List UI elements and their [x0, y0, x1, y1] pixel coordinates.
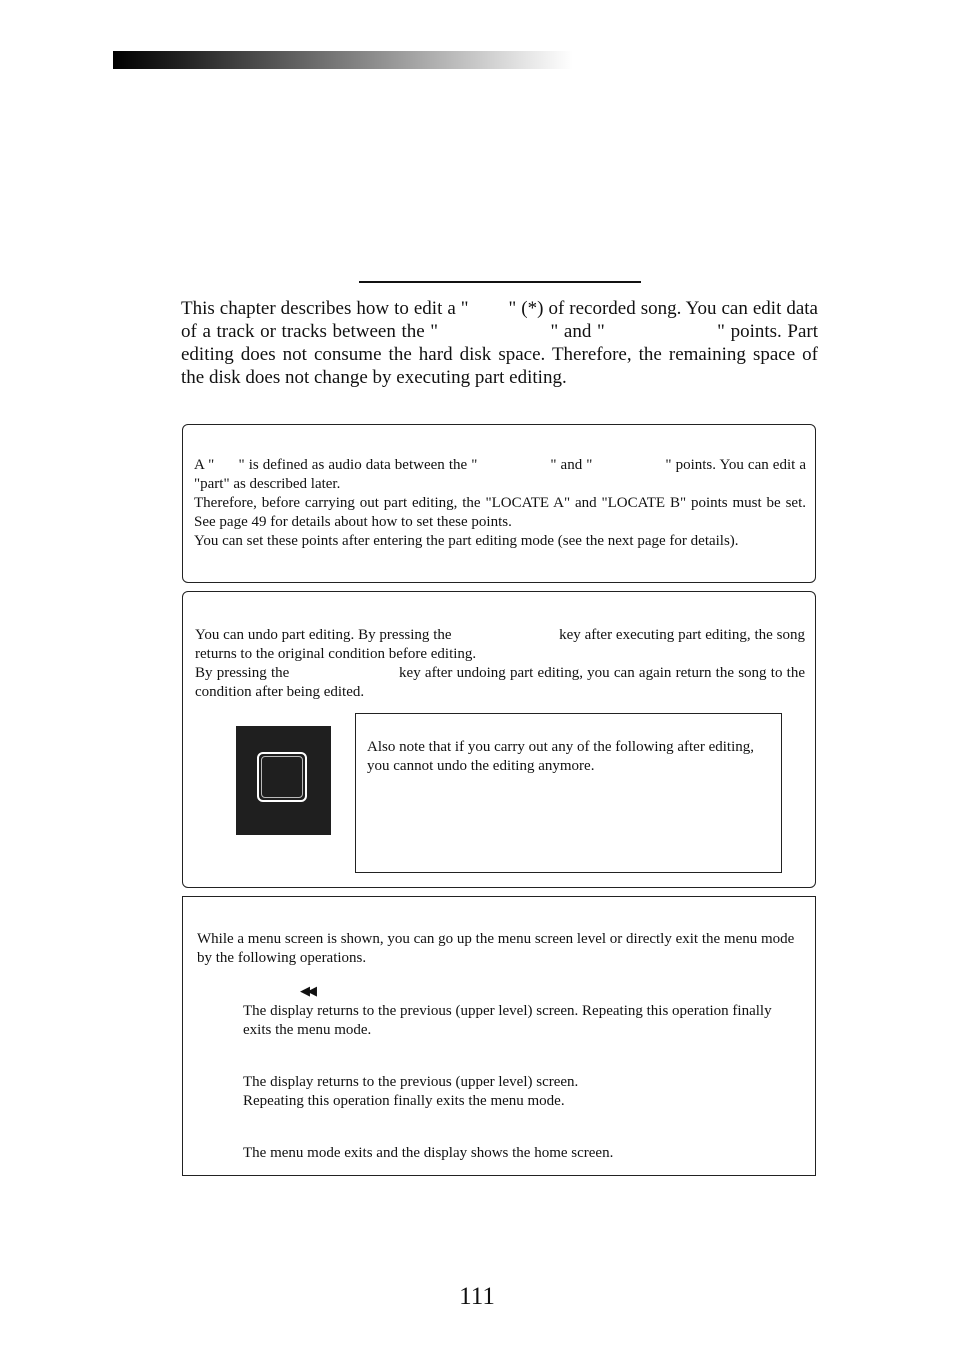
undo-note	[182, 591, 816, 888]
menu-navigation-text: While a menu screen is shown, you can go up the menu screen level or directly exit the menu mode by the following operations.	[197, 931, 795, 966]
caution-icon	[236, 726, 331, 835]
chapter-header-bar	[113, 51, 573, 69]
caution-text: Also note that if you carry out any of the following after editing, you cannot undo the editing anymore.	[367, 739, 754, 774]
operation-3-text: The menu mode exits and the display shows the home screen.	[243, 1145, 614, 1161]
part-definition-note	[182, 424, 816, 583]
title-underline	[359, 281, 641, 283]
page-number: 111	[459, 1283, 495, 1310]
operation-1-text: The display returns to the previous (upper level) screen. Repeating this operation finally exits the menu mode.	[243, 1003, 776, 1038]
part-definition-text: A " " is defined as audio data between the " " and " " points. You can edit a "part" as described later. Therefore, before carrying out part editing, the "LOCATE A" and "LOCATE B" points must be set. See page 49 for details about how to set these points. You can set these points after entering the part editing mode (see the next page for details).	[194, 457, 806, 549]
caution-box	[355, 713, 782, 873]
operation-2-text: The display returns to the previous (upper level) screen. Repeating this operation finally exits the menu mode.	[243, 1074, 579, 1109]
intro-paragraph: This chapter describes how to edit a " " (*) of recorded song. You can edit data of a track or tracks between the " " and " " points. Part editing does not consume the hard disk space. Therefore, the remaining space of the disk does not change by executing part editing.	[181, 298, 823, 388]
menu-navigation-note	[182, 896, 816, 1176]
caution-icon-frame	[257, 752, 307, 802]
undo-text: You can undo part editing. By pressing the key after executing part editing, the song returns to the original condition before editing. By pressing the key after undoing part editing, you can again return the song to the condition after being edited.	[195, 627, 805, 700]
rewind-icon: ◀◀	[300, 984, 314, 999]
